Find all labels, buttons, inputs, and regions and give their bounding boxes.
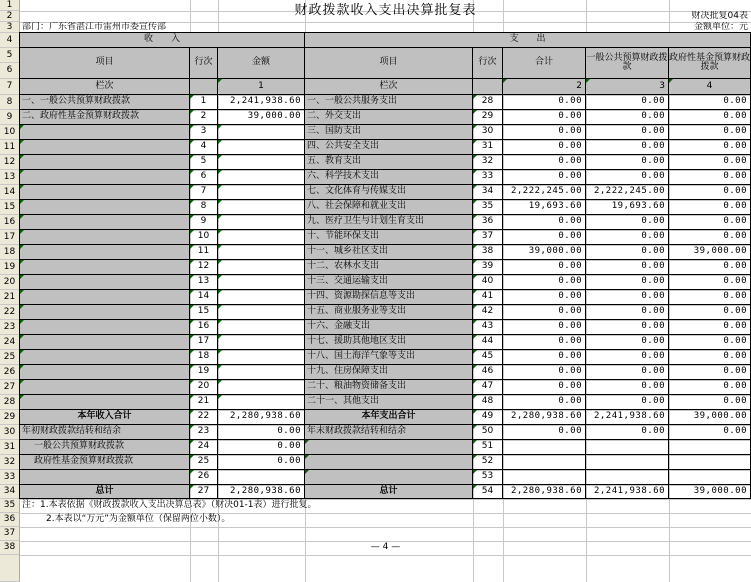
income-line-num[interactable]: 15	[189, 304, 218, 320]
expense-item-name[interactable]	[304, 454, 473, 470]
expense-general[interactable]: 0.00	[585, 304, 669, 320]
expense-line-num[interactable]: 52	[472, 454, 503, 470]
row-header[interactable]: 14	[0, 185, 20, 200]
expense-line-num[interactable]: 50	[472, 424, 503, 440]
expense-fund[interactable]: 0.00	[668, 124, 751, 140]
note-1: 注：1.本表依据《财政拨款收入支出决算总表》（财决01-1表）进行批复。	[22, 500, 317, 511]
income-line-num[interactable]: 22	[189, 409, 218, 425]
expense-fund[interactable]: 0.00	[668, 334, 751, 350]
expense-item-name[interactable]: 十七、援助其他地区支出	[304, 334, 473, 350]
income-amount[interactable]: 0.00	[217, 439, 305, 455]
expense-fund[interactable]: 0.00	[668, 394, 751, 410]
expense-general[interactable]: 0.00	[585, 124, 669, 140]
expense-item-name[interactable]: 九、医疗卫生与计划生育支出	[304, 214, 473, 230]
income-amount[interactable]	[217, 394, 305, 410]
expense-total[interactable]	[502, 454, 586, 470]
income-item-name[interactable]: 本年收入合计	[19, 409, 190, 425]
row-header[interactable]: 28	[0, 395, 20, 410]
expense-line-num[interactable]: 54	[472, 484, 503, 499]
income-item-name[interactable]	[19, 124, 190, 140]
col-num-3: 3	[585, 78, 669, 95]
expense-general[interactable]: 0.00	[585, 289, 669, 305]
income-item-name[interactable]: 年初财政拨款结转和结余	[19, 424, 190, 440]
income-item-name[interactable]: 一般公共预算财政拨款	[19, 439, 190, 455]
expense-fund[interactable]: 0.00	[668, 304, 751, 320]
expense-fund[interactable]: 0.00	[668, 364, 751, 380]
expense-item-name[interactable]: 十、节能环保支出	[304, 229, 473, 245]
expense-total[interactable]: 2,222,245.00	[502, 184, 586, 200]
row-header[interactable]: 1	[0, 0, 20, 11]
expense-total[interactable]	[502, 469, 586, 485]
income-item-name[interactable]	[19, 214, 190, 230]
row-header[interactable]: 9	[0, 110, 20, 125]
expense-total[interactable]: 0.00	[502, 289, 586, 305]
expense-fund[interactable]: 0.00	[668, 319, 751, 335]
income-amount[interactable]	[217, 349, 305, 365]
page-number: — 4 —	[370, 542, 401, 553]
expense-general[interactable]: 0.00	[585, 334, 669, 350]
income-item-name[interactable]: 一、一般公共预算财政拨款	[19, 94, 190, 110]
income-item-name[interactable]	[19, 154, 190, 170]
expense-total[interactable]: 0.00	[502, 304, 586, 320]
income-amount[interactable]	[217, 304, 305, 320]
expense-item-name[interactable]: 年末财政拨款结转和结余	[304, 424, 473, 440]
income-amount[interactable]	[217, 379, 305, 395]
row-header[interactable]: 32	[0, 455, 20, 470]
org-name: 部门：广东省湛江市雷州市委宣传部	[22, 22, 167, 32]
expense-line-num[interactable]: 29	[472, 109, 503, 125]
expense-fund[interactable]: 0.00	[668, 184, 751, 200]
row-header[interactable]: 34	[0, 485, 20, 499]
lanci-label: 栏次	[304, 78, 473, 95]
expense-item-name[interactable]: 二十、粮油物资储备支出	[304, 379, 473, 395]
income-line-num[interactable]: 17	[189, 334, 218, 350]
expense-item-header: 项目	[304, 47, 473, 79]
income-amount[interactable]	[217, 244, 305, 260]
expense-total[interactable]: 2,280,938.60	[502, 484, 586, 499]
expense-total[interactable]: 0.00	[502, 349, 586, 365]
income-item-name[interactable]	[19, 169, 190, 185]
expense-fund[interactable]	[668, 469, 751, 485]
expense-general[interactable]: 0.00	[585, 364, 669, 380]
expense-line-num[interactable]: 31	[472, 139, 503, 155]
expense-item-name[interactable]: 十五、商业服务业等支出	[304, 304, 473, 320]
expense-line-num[interactable]: 36	[472, 214, 503, 230]
expense-general[interactable]: 0.00	[585, 154, 669, 170]
row-header[interactable]: 20	[0, 275, 20, 290]
income-amount[interactable]	[217, 334, 305, 350]
expense-general[interactable]: 2,241,938.60	[585, 409, 669, 425]
expense-item-name[interactable]: 八、社会保障和就业支出	[304, 199, 473, 215]
income-line-num[interactable]: 16	[189, 319, 218, 335]
expense-fund[interactable]: 0.00	[668, 229, 751, 245]
income-line-num[interactable]: 5	[189, 154, 218, 170]
row-header[interactable]: 6	[0, 63, 20, 79]
row-header[interactable]: 21	[0, 290, 20, 305]
expense-line-num[interactable]: 28	[472, 94, 503, 110]
expense-general[interactable]: 0.00	[585, 244, 669, 260]
row-header[interactable]: 30	[0, 425, 20, 440]
row-header[interactable]: 25	[0, 350, 20, 365]
expense-line-num[interactable]: 38	[472, 244, 503, 260]
income-amount[interactable]	[217, 169, 305, 185]
income-amount[interactable]	[217, 124, 305, 140]
expense-fund[interactable]: 0.00	[668, 349, 751, 365]
expense-general[interactable]: 0.00	[585, 379, 669, 395]
expense-line-num[interactable]: 37	[472, 229, 503, 245]
income-amount[interactable]	[217, 139, 305, 155]
expense-item-name[interactable]: 十九、住房保障支出	[304, 364, 473, 380]
expense-item-name[interactable]: 五、教育支出	[304, 154, 473, 170]
income-line-num[interactable]: 13	[189, 274, 218, 290]
income-amount[interactable]	[217, 199, 305, 215]
income-line-num[interactable]: 10	[189, 229, 218, 245]
gridline-horizontal	[20, 527, 751, 528]
income-amount[interactable]: 0.00	[217, 424, 305, 440]
expense-item-name[interactable]: 总计	[304, 484, 473, 499]
expense-line-num[interactable]: 34	[472, 184, 503, 200]
col-num-2: 2	[502, 78, 586, 95]
expense-fund[interactable]: 0.00	[668, 169, 751, 185]
expense-general[interactable]	[585, 469, 669, 485]
row-header[interactable]: 3	[0, 22, 20, 33]
row-header-filler	[0, 555, 20, 582]
expense-fund[interactable]	[668, 439, 751, 455]
lanci-label: 栏次	[19, 78, 190, 95]
income-line-num[interactable]: 2	[189, 109, 218, 125]
income-amount[interactable]: 2,241,938.60	[217, 94, 305, 110]
expense-general[interactable]: 2,241,938.60	[585, 484, 669, 499]
income-line-num[interactable]: 4	[189, 139, 218, 155]
form-code: 财决批复04表	[691, 11, 748, 21]
expense-total[interactable]: 0.00	[502, 94, 586, 110]
expense-general[interactable]: 0.00	[585, 109, 669, 125]
expense-fund[interactable]: 39,000.00	[668, 409, 751, 425]
row-header[interactable]: 23	[0, 320, 20, 335]
income-line-num[interactable]: 11	[189, 244, 218, 260]
row-header[interactable]: 33	[0, 470, 20, 485]
expense-line-num[interactable]: 30	[472, 124, 503, 140]
income-amount[interactable]	[217, 469, 305, 485]
row-header[interactable]: 22	[0, 305, 20, 320]
expense-total[interactable]: 0.00	[502, 169, 586, 185]
expense-line-num[interactable]: 53	[472, 469, 503, 485]
income-header: 收 入	[19, 32, 305, 48]
expense-fund[interactable]: 0.00	[668, 259, 751, 275]
income-amount[interactable]: 0.00	[217, 454, 305, 470]
income-item-header: 项目	[19, 47, 190, 79]
row-header[interactable]: 38	[0, 541, 20, 555]
expense-general[interactable]: 19,693.60	[585, 199, 669, 215]
expense-item-name[interactable]: 十二、农林水支出	[304, 259, 473, 275]
income-item-name[interactable]	[19, 364, 190, 380]
expense-total[interactable]: 19,693.60	[502, 199, 586, 215]
row-header[interactable]: 10	[0, 125, 20, 140]
expense-total[interactable]: 0.00	[502, 334, 586, 350]
income-line-num[interactable]: 21	[189, 394, 218, 410]
row-header[interactable]: 15	[0, 200, 20, 215]
expense-line-num[interactable]: 40	[472, 274, 503, 290]
expense-item-name[interactable]: 二、外交支出	[304, 109, 473, 125]
income-line-num[interactable]: 27	[189, 484, 218, 499]
expense-line-num[interactable]: 49	[472, 409, 503, 425]
income-item-name[interactable]	[19, 379, 190, 395]
expense-general[interactable]: 0.00	[585, 229, 669, 245]
income-amount[interactable]	[217, 154, 305, 170]
row-header[interactable]: 12	[0, 155, 20, 170]
income-item-name[interactable]	[19, 139, 190, 155]
expense-fund[interactable]: 0.00	[668, 109, 751, 125]
expense-item-name[interactable]: 十八、国土海洋气象等支出	[304, 349, 473, 365]
expense-item-name[interactable]: 本年支出合计	[304, 409, 473, 425]
expense-line-num[interactable]: 45	[472, 349, 503, 365]
expense-item-name[interactable]: 三、国防支出	[304, 124, 473, 140]
expense-total[interactable]: 0.00	[502, 154, 586, 170]
row-header[interactable]: 24	[0, 335, 20, 350]
expense-total[interactable]: 0.00	[502, 109, 586, 125]
expense-line-num[interactable]: 41	[472, 289, 503, 305]
income-amount[interactable]: 2,280,938.60	[217, 484, 305, 499]
expense-general[interactable]: 0.00	[585, 394, 669, 410]
income-line-num[interactable]: 25	[189, 454, 218, 470]
expense-item-name[interactable]: 十四、资源勘探信息等支出	[304, 289, 473, 305]
expense-fund[interactable]: 0.00	[668, 274, 751, 290]
amount-unit: 金额单位：元	[693, 22, 748, 32]
row-header[interactable]: 36	[0, 513, 20, 527]
expense-total[interactable]: 0.00	[502, 364, 586, 380]
income-item-name[interactable]	[19, 274, 190, 290]
expense-general[interactable]: 0.00	[585, 424, 669, 440]
expense-line-num[interactable]: 42	[472, 304, 503, 320]
expense-line-num[interactable]: 39	[472, 259, 503, 275]
row-header[interactable]: 13	[0, 170, 20, 185]
expense-fund[interactable]	[668, 454, 751, 470]
income-amount[interactable]: 2,280,938.60	[217, 409, 305, 425]
expense-header: 支 出	[304, 32, 751, 48]
expense-item-name[interactable]: 四、公共安全支出	[304, 139, 473, 155]
expense-fund[interactable]: 39,000.00	[668, 484, 751, 499]
expense-fund[interactable]: 0.00	[668, 379, 751, 395]
expense-total[interactable]	[502, 439, 586, 455]
income-item-name[interactable]	[19, 244, 190, 260]
income-amount[interactable]	[217, 289, 305, 305]
expense-line-num[interactable]: 35	[472, 199, 503, 215]
note-2: 2.本表以“万元”为金额单位（保留两位小数）。	[46, 514, 231, 525]
income-amount[interactable]	[217, 319, 305, 335]
income-line-num[interactable]: 24	[189, 439, 218, 455]
income-item-name[interactable]	[19, 184, 190, 200]
income-item-name[interactable]: 二、政府性基金预算财政拨款	[19, 109, 190, 125]
row-header[interactable]: 5	[0, 48, 20, 63]
row-header[interactable]: 35	[0, 499, 20, 513]
income-line-num[interactable]: 8	[189, 199, 218, 215]
expense-total[interactable]: 0.00	[502, 259, 586, 275]
expense-total[interactable]: 0.00	[502, 379, 586, 395]
row-header[interactable]: 26	[0, 365, 20, 380]
income-item-name[interactable]	[19, 289, 190, 305]
income-line-num[interactable]: 7	[189, 184, 218, 200]
income-amount-header: 金额	[217, 47, 305, 79]
expense-total[interactable]: 0.00	[502, 394, 586, 410]
lanci-blank	[189, 78, 218, 95]
income-item-name[interactable]	[19, 259, 190, 275]
income-line-num[interactable]: 9	[189, 214, 218, 230]
income-amount[interactable]	[217, 274, 305, 290]
row-header[interactable]: 29	[0, 410, 20, 425]
income-item-name[interactable]	[19, 304, 190, 320]
income-line-num[interactable]: 3	[189, 124, 218, 140]
expense-total[interactable]: 0.00	[502, 274, 586, 290]
income-line-num[interactable]: 14	[189, 289, 218, 305]
expense-general[interactable]: 0.00	[585, 169, 669, 185]
col-num-1: 1	[217, 78, 305, 95]
income-item-name[interactable]	[19, 469, 190, 485]
expense-item-name[interactable]	[304, 469, 473, 485]
income-item-name[interactable]: 政府性基金预算财政拨款	[19, 454, 190, 470]
expense-fund[interactable]: 0.00	[668, 424, 751, 440]
expense-general[interactable]: 2,222,245.00	[585, 184, 669, 200]
expense-total[interactable]: 39,000.00	[502, 244, 586, 260]
income-line-num[interactable]: 23	[189, 424, 218, 440]
expense-fund[interactable]: 39,000.00	[668, 244, 751, 260]
expense-line-header: 行次	[472, 47, 503, 79]
row-header[interactable]: 4	[0, 33, 20, 48]
expense-total[interactable]: 2,280,938.60	[502, 409, 586, 425]
income-item-name[interactable]	[19, 229, 190, 245]
expense-item-name[interactable]: 一、一般公共服务支出	[304, 94, 473, 110]
row-header[interactable]: 27	[0, 380, 20, 395]
row-header[interactable]: 17	[0, 230, 20, 245]
expense-total[interactable]: 0.00	[502, 229, 586, 245]
expense-general-header: 一般公共预算财政拨款	[585, 47, 669, 79]
expense-total-header: 合计	[502, 47, 586, 79]
expense-total[interactable]: 0.00	[502, 139, 586, 155]
expense-fund[interactable]: 0.00	[668, 94, 751, 110]
row-header[interactable]: 8	[0, 95, 20, 110]
income-item-name[interactable]	[19, 349, 190, 365]
expense-item-name[interactable]: 十三、交通运输支出	[304, 274, 473, 290]
expense-fund-header: 政府性基金预算财政拨款	[668, 47, 751, 79]
row-header[interactable]: 31	[0, 440, 20, 455]
expense-general[interactable]	[585, 439, 669, 455]
expense-general[interactable]: 0.00	[585, 349, 669, 365]
expense-item-name[interactable]	[304, 439, 473, 455]
col-num-4: 4	[668, 78, 751, 95]
expense-item-name[interactable]: 十六、金融支出	[304, 319, 473, 335]
row-header[interactable]: 16	[0, 215, 20, 230]
expense-fund[interactable]: 0.00	[668, 139, 751, 155]
income-item-name[interactable]	[19, 334, 190, 350]
row-header[interactable]: 37	[0, 527, 20, 541]
expense-line-num[interactable]: 33	[472, 169, 503, 185]
row-header[interactable]: 2	[0, 11, 20, 22]
expense-item-name[interactable]: 六、科学技术支出	[304, 169, 473, 185]
expense-total[interactable]: 0.00	[502, 214, 586, 230]
income-line-num[interactable]: 20	[189, 379, 218, 395]
expense-line-num[interactable]: 46	[472, 364, 503, 380]
income-line-num[interactable]: 12	[189, 259, 218, 275]
expense-total[interactable]: 0.00	[502, 424, 586, 440]
expense-general[interactable]: 0.00	[585, 139, 669, 155]
expense-general[interactable]: 0.00	[585, 94, 669, 110]
expense-total[interactable]: 0.00	[502, 319, 586, 335]
income-line-num[interactable]: 6	[189, 169, 218, 185]
income-item-name[interactable]	[19, 319, 190, 335]
expense-general[interactable]: 0.00	[585, 259, 669, 275]
income-line-header: 行次	[189, 47, 218, 79]
income-amount[interactable]	[217, 259, 305, 275]
row-header[interactable]: 19	[0, 260, 20, 275]
lanci-blank	[472, 78, 503, 95]
expense-line-num[interactable]: 44	[472, 334, 503, 350]
income-line-num[interactable]: 19	[189, 364, 218, 380]
expense-item-name[interactable]: 七、文化体育与传媒支出	[304, 184, 473, 200]
income-item-name[interactable]	[19, 394, 190, 410]
expense-fund[interactable]: 0.00	[668, 199, 751, 215]
expense-line-num[interactable]: 51	[472, 439, 503, 455]
income-item-name[interactable]	[19, 199, 190, 215]
expense-general[interactable]	[585, 454, 669, 470]
income-amount[interactable]	[217, 229, 305, 245]
expense-line-num[interactable]: 48	[472, 394, 503, 410]
expense-total[interactable]: 0.00	[502, 124, 586, 140]
expense-fund[interactable]: 0.00	[668, 214, 751, 230]
expense-item-name[interactable]: 二十一、其他支出	[304, 394, 473, 410]
gridline-horizontal	[20, 555, 751, 556]
expense-general[interactable]: 0.00	[585, 214, 669, 230]
expense-general[interactable]: 0.00	[585, 274, 669, 290]
row-header[interactable]: 11	[0, 140, 20, 155]
sheet-title: 财政拨款收入支出决算批复表	[294, 3, 477, 19]
expense-line-num[interactable]: 32	[472, 154, 503, 170]
income-item-name[interactable]: 总计	[19, 484, 190, 499]
expense-item-name[interactable]: 十一、城乡社区支出	[304, 244, 473, 260]
expense-fund[interactable]: 0.00	[668, 289, 751, 305]
expense-general[interactable]: 0.00	[585, 319, 669, 335]
income-amount[interactable]	[217, 214, 305, 230]
expense-line-num[interactable]: 47	[472, 379, 503, 395]
income-amount[interactable]: 39,000.00	[217, 109, 305, 125]
expense-fund[interactable]: 0.00	[668, 154, 751, 170]
row-header[interactable]: 18	[0, 245, 20, 260]
income-line-num[interactable]: 18	[189, 349, 218, 365]
income-amount[interactable]	[217, 184, 305, 200]
expense-line-num[interactable]: 43	[472, 319, 503, 335]
income-line-num[interactable]: 26	[189, 469, 218, 485]
income-amount[interactable]	[217, 364, 305, 380]
income-line-num[interactable]: 1	[189, 94, 218, 110]
row-header[interactable]: 7	[0, 79, 20, 95]
